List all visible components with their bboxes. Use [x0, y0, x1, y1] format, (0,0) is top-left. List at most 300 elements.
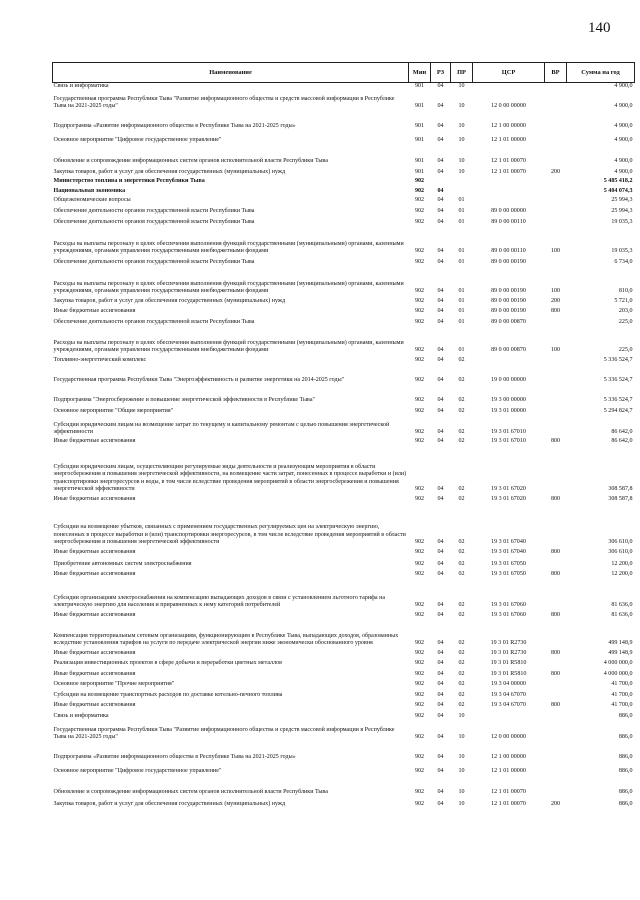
cell-vr [545, 579, 567, 610]
table-row [53, 797, 635, 809]
cell-sum: 4 900,0 [614, 83, 633, 90]
cell-rz: 04 [437, 640, 444, 647]
cell-rz: 04 [437, 801, 444, 808]
cell-csr: 19 3 04 67070 [491, 692, 526, 699]
cell-sum: 6 734,0 [614, 259, 633, 266]
cell-rz: 04 [437, 650, 444, 657]
table-row [53, 437, 635, 446]
cell-vr: 800 [550, 650, 561, 657]
cell-rz: 04 [437, 123, 444, 130]
table-row [53, 416, 635, 437]
cell-min: 902 [414, 713, 425, 720]
cell-min: 902 [414, 702, 425, 709]
cell-pr: 01 [458, 298, 465, 305]
cell-rz: 04 [437, 429, 444, 436]
cell-rz: 04 [437, 734, 444, 741]
cell-pr: 02 [458, 571, 465, 578]
cell-sum: 306 610,0 [608, 539, 633, 546]
cell-sum: 5 294 824,7 [603, 408, 633, 415]
cell-rz: 04 [437, 298, 444, 305]
cell-csr: 19 3 01 67020 [491, 486, 526, 493]
cell-name: Министерство топлива и энергетики Республики Тыва [53, 178, 205, 185]
cell-rz: 04 [437, 288, 444, 295]
cell-sum: 203,0 [618, 308, 633, 315]
cell-sum: 308 587,8 [608, 486, 633, 493]
cell-pr: 02 [458, 397, 465, 404]
cell-min: 902 [414, 561, 425, 568]
cell-sum: 4 900,0 [614, 103, 633, 110]
cell-sum: 886,0 [618, 768, 633, 775]
cell-min: 902 [414, 612, 425, 619]
table-row [53, 327, 635, 355]
cell-name: Закупка товаров, работ и услуг для обеспечения государственных (муниципальных) нужд [53, 298, 286, 305]
cell-min: 902 [414, 197, 425, 204]
cell-rz: 04 [437, 188, 444, 195]
cell-pr: 02 [458, 357, 465, 364]
table-row [53, 610, 635, 620]
cell-sum: 5 721,0 [614, 298, 633, 305]
header-min: Мин [409, 63, 431, 83]
cell-pr: 02 [458, 671, 465, 678]
cell-name: Иные бюджетные ассигнования [53, 612, 136, 619]
cell-name: Иные бюджетные ассигнования [53, 671, 136, 678]
cell-sum: 306 610,0 [608, 549, 633, 556]
table-row [53, 762, 635, 776]
table-row [53, 177, 635, 186]
cell-rz: 04 [437, 397, 444, 404]
cell-vr [545, 177, 567, 186]
cell-pr: 10 [458, 137, 465, 144]
cell-min: 902 [414, 539, 425, 546]
cell-min: 902 [414, 681, 425, 688]
cell-min: 902 [414, 259, 425, 266]
table-row [53, 700, 635, 710]
cell-sum: 4 000 000,0 [603, 671, 633, 678]
cell-vr: 100 [550, 288, 561, 295]
cell-vr [545, 416, 567, 437]
cell-min: 901 [414, 158, 425, 165]
cell-rz: 04 [437, 789, 444, 796]
cell-sum: 5 336 524,7 [603, 357, 633, 364]
table-row [53, 557, 635, 569]
cell-min: 902 [414, 298, 425, 305]
cell-vr [545, 446, 567, 494]
cell-name: Основное мероприятие "Прочие мероприятия" [53, 681, 175, 688]
cell-csr: 19 3 01 R5810 [490, 660, 527, 667]
cell-vr: 100 [550, 347, 561, 354]
table-row [53, 227, 635, 256]
cell-pr: 01 [458, 208, 465, 215]
table-body [53, 83, 635, 809]
cell-name: Иные бюджетные ассигнования [53, 549, 136, 556]
table-row [53, 689, 635, 700]
cell-rz: 04 [437, 357, 444, 364]
cell-sum: 5 336 524,7 [603, 377, 633, 384]
cell-sum: 5 336 524,7 [603, 397, 633, 404]
cell-name: Субсидии юридическим лицам на возмещение затрат по текущему и капитальному ремонтам с целью повышения энергетической эффективности [53, 421, 390, 436]
cell-csr: 12 1 00 00000 [491, 123, 526, 130]
cell-name: Обеспечение деятельности органов государственной власти Республики Тыва [53, 208, 255, 215]
cell-rz: 04 [437, 319, 444, 326]
cell-pr: 10 [458, 123, 465, 130]
cell-vr: 800 [550, 308, 561, 315]
table-row [53, 579, 635, 610]
cell-vr: 800 [550, 612, 561, 619]
cell-vr [545, 355, 567, 365]
cell-name: Подпрограмма «Развитие информационного общества в Республике Тыва на 2021-2025 годы» [53, 123, 296, 130]
cell-pr: 02 [458, 496, 465, 503]
cell-min: 902 [414, 671, 425, 678]
cell-name: Обеспечение деятельности органов государственной власти Республики Тыва [53, 219, 255, 226]
table-row [53, 111, 635, 131]
cell-pr: 02 [458, 438, 465, 445]
cell-vr [545, 762, 567, 776]
budget-table [52, 62, 635, 809]
table-row [53, 196, 635, 205]
cell-name: Иные бюджетные ассигнования [53, 650, 136, 657]
cell-pr: 10 [458, 734, 465, 741]
cell-pr: 10 [458, 789, 465, 796]
cell-sum: 4 900,0 [614, 123, 633, 130]
table-row [53, 658, 635, 668]
cell-pr: 10 [458, 801, 465, 808]
cell-name: Иные бюджетные ассигнования [53, 308, 136, 315]
page-number: 140 [588, 20, 611, 36]
cell-pr: 02 [458, 429, 465, 436]
cell-vr: 800 [550, 702, 561, 709]
cell-csr: 19 3 01 67040 [491, 539, 526, 546]
cell-vr [545, 91, 567, 111]
cell-rz: 04 [437, 83, 444, 90]
table-row [53, 166, 635, 177]
cell-csr: 19 3 00 00000 [491, 397, 526, 404]
cell-pr: 02 [458, 650, 465, 657]
cell-pr [451, 177, 473, 186]
cell-csr: 19 3 01 R2730 [490, 640, 527, 647]
cell-name: Закупка товаров, работ и услуг для обеспечения государственных (муниципальных) нужд [53, 169, 286, 176]
cell-pr: 10 [458, 158, 465, 165]
cell-vr [545, 316, 567, 327]
cell-name: Обновление и сопровождение информационных систем органов исполнительной власти Республики Тыва [53, 789, 328, 796]
cell-csr [473, 186, 545, 196]
cell-pr: 02 [458, 702, 465, 709]
cell-pr: 10 [458, 754, 465, 761]
cell-csr: 12 0 00 00000 [491, 103, 526, 110]
cell-name: Основное мероприятие "Общие мероприятия" [53, 408, 174, 415]
cell-rz: 04 [437, 660, 444, 667]
cell-pr: 01 [458, 248, 465, 255]
cell-rz: 04 [437, 571, 444, 578]
cell-min: 902 [414, 208, 425, 215]
cell-csr: 19 3 01 67060 [491, 612, 526, 619]
cell-pr [451, 186, 473, 196]
cell-sum: 4 000 000,0 [603, 660, 633, 667]
cell-vr [545, 196, 567, 205]
cell-rz: 04 [437, 754, 444, 761]
cell-sum: 25 994,3 [611, 197, 633, 204]
table-row [53, 620, 635, 648]
cell-min: 902 [414, 660, 425, 667]
cell-vr [545, 504, 567, 547]
cell-sum: 225,0 [618, 319, 633, 326]
cell-name: Субсидии юридическим лицам, осуществляющим регулируемые виды деятельности и реализующим мероприятия в области энергосбережения и повышения энергетической эффективности, на возмещение части затрат, понесенных в процессе выработки и (или) транспортировки энергоресурсов и воды, в том числе вследствие проведения мероприятий в области энергосбережения и повышения энергетической эффективности [53, 463, 407, 493]
cell-csr: 12 1 01 00070 [491, 789, 526, 796]
cell-name: Расходы на выплаты персоналу в целях обеспечения выполнения функций государственными (муниципальными) органами, казенными учреждениями, органами управления государственными внебюджетными фондами [53, 339, 404, 354]
cell-rz [431, 177, 451, 186]
cell-pr: 02 [458, 549, 465, 556]
table-row [53, 256, 635, 267]
cell-sum: 41 700,0 [611, 692, 633, 699]
cell-min: 902 [414, 640, 425, 647]
table-row [53, 668, 635, 679]
cell-rz: 04 [437, 496, 444, 503]
cell-min: 901 [414, 103, 425, 110]
cell-name: Национальная экономика [53, 188, 126, 195]
cell-min: 901 [414, 137, 425, 144]
table-row [53, 145, 635, 166]
cell-name: Иные бюджетные ассигнования [53, 702, 136, 709]
cell-csr: 12 1 01 00000 [491, 768, 526, 775]
cell-csr: 19 3 04 67070 [491, 702, 526, 709]
cell-pr: 02 [458, 377, 465, 384]
cell-csr [473, 196, 545, 205]
cell-min: 902 [414, 397, 425, 404]
cell-csr: 19 3 01 00000 [491, 408, 526, 415]
table-row [53, 494, 635, 504]
cell-csr: 89 0 00 00190 [491, 308, 526, 315]
cell-pr: 01 [458, 259, 465, 266]
cell-csr: 89 0 00 00190 [491, 288, 526, 295]
cell-pr: 10 [458, 103, 465, 110]
cell-min: 902 [414, 801, 425, 808]
cell-pr: 01 [458, 347, 465, 354]
table-row [53, 205, 635, 216]
cell-pr: 02 [458, 640, 465, 647]
cell-rz: 04 [437, 248, 444, 255]
cell-name: Компенсация территориальным сетевым организациям, функционирующим в Республике Тыва, выпадающих доходов, образованных вследствие установления тарифов на услуги по передаче электрической энергии ниже экономически обоснованного уровня [53, 632, 399, 647]
cell-vr [545, 557, 567, 569]
cell-name: Основное мероприятие "Цифровое государственное управление" [53, 137, 222, 144]
cell-pr: 01 [458, 197, 465, 204]
cell-name: Расходы на выплаты персоналу в целях обеспечения выполнения функций государственными (муниципальными) органами, казенными учреждениями, органами управления государственными внебюджетными фондами [53, 240, 404, 255]
cell-pr: 10 [458, 713, 465, 720]
cell-min: 902 [414, 308, 425, 315]
cell-name: Связь и информатика [53, 713, 109, 720]
cell-rz: 04 [437, 681, 444, 688]
cell-csr [473, 710, 545, 721]
header-csr: ЦСР [473, 63, 545, 83]
cell-sum: 225,0 [618, 347, 633, 354]
cell-min: 902 [414, 496, 425, 503]
table-row [53, 547, 635, 557]
cell-min: 902 [414, 288, 425, 295]
cell-csr: 19 3 01 R2730 [490, 650, 527, 657]
table-row [53, 306, 635, 316]
cell-name: Иные бюджетные ассигнования [53, 438, 136, 445]
cell-name: Государственная программа Республики Тыва "Развитие информационного общества и средств массовой информации в Республике Тыва на 2021-2025 годы" [53, 726, 395, 741]
cell-vr [545, 776, 567, 797]
cell-pr: 01 [458, 308, 465, 315]
cell-vr [545, 186, 567, 196]
cell-vr [545, 145, 567, 166]
cell-rz: 04 [437, 408, 444, 415]
cell-csr: 12 1 01 00070 [491, 169, 526, 176]
cell-pr: 01 [458, 319, 465, 326]
cell-sum: 810,0 [618, 288, 633, 295]
cell-sum: 81 636,0 [611, 612, 633, 619]
cell-rz: 04 [437, 347, 444, 354]
cell-pr: 02 [458, 486, 465, 493]
table-row [53, 648, 635, 658]
cell-sum: 25 994,3 [611, 208, 633, 215]
cell-min: 902 [414, 734, 425, 741]
cell-vr: 200 [550, 298, 561, 305]
cell-name: Общеэкономические вопросы [53, 197, 131, 204]
cell-pr: 02 [458, 408, 465, 415]
cell-csr: 19 3 01 67020 [491, 496, 526, 503]
cell-vr [545, 742, 567, 762]
table-row [53, 385, 635, 405]
cell-vr [545, 83, 567, 91]
cell-name: Обновление и сопровождение информационных систем органов исполнительной власти Республики Тыва [53, 158, 328, 165]
cell-min: 902 [414, 377, 425, 384]
table-row [53, 721, 635, 742]
cell-sum: 12 200,0 [611, 561, 633, 568]
cell-vr: 800 [550, 496, 561, 503]
cell-csr: 19 3 01 67010 [491, 429, 526, 436]
cell-rz: 04 [437, 259, 444, 266]
cell-sum: 499 148,9 [608, 650, 633, 657]
cell-min: 901 [414, 169, 425, 176]
cell-sum: 886,0 [618, 801, 633, 808]
cell-rz: 04 [437, 103, 444, 110]
header-rz: РЗ [431, 63, 451, 83]
cell-min: 902 [414, 650, 425, 657]
cell-rz: 04 [437, 438, 444, 445]
cell-pr: 02 [458, 561, 465, 568]
cell-vr [545, 721, 567, 742]
cell-min: 902 [414, 692, 425, 699]
cell-min: 902 [414, 347, 425, 354]
cell-vr [545, 365, 567, 385]
cell-vr [545, 205, 567, 216]
cell-min: 901 [414, 123, 425, 130]
cell-vr: 100 [550, 248, 561, 255]
cell-name: Подпрограмма «Развитие информационного общества в Республике Тыва на 2021-2025 годы» [53, 754, 296, 761]
cell-name: Иные бюджетные ассигнования [53, 496, 136, 503]
cell-rz: 04 [437, 158, 444, 165]
cell-csr: 89 0 00 00870 [491, 347, 526, 354]
cell-csr: 12 1 01 00070 [491, 801, 526, 808]
cell-rz: 04 [437, 539, 444, 546]
cell-min: 902 [414, 357, 425, 364]
table-row [53, 446, 635, 494]
table-row [53, 131, 635, 145]
cell-pr: 02 [458, 602, 465, 609]
cell-sum: 886,0 [618, 754, 633, 761]
cell-name: Государственная программа Республики Тыва "Энергоэффективность и развитие энергетики на 2014-2025 годы" [53, 377, 345, 384]
cell-csr: 19 3 01 67040 [491, 549, 526, 556]
table-row [53, 186, 635, 196]
cell-vr [545, 256, 567, 267]
cell-min: 902 [414, 248, 425, 255]
table-row [53, 405, 635, 416]
cell-rz: 04 [437, 561, 444, 568]
cell-min: 902 [414, 219, 425, 226]
cell-csr: 19 3 01 67050 [491, 561, 526, 568]
table-row [53, 504, 635, 547]
cell-csr: 19 3 01 67060 [491, 602, 526, 609]
cell-sum: 81 636,0 [611, 602, 633, 609]
cell-pr: 02 [458, 660, 465, 667]
cell-rz: 04 [437, 702, 444, 709]
table-row [53, 216, 635, 227]
cell-sum: 886,0 [618, 734, 633, 741]
cell-csr [473, 177, 545, 186]
table-row [53, 355, 635, 365]
cell-name: Реализация инвестиционных проектов в сфере добычи и переработки цветных металлов [53, 660, 282, 667]
cell-sum: 19 035,3 [611, 248, 633, 255]
cell-name: Связь и информатика [53, 83, 109, 90]
table-row [53, 267, 635, 296]
cell-min: 902 [414, 178, 425, 185]
cell-min: 902 [414, 408, 425, 415]
cell-csr: 19 3 04 00000 [491, 681, 526, 688]
cell-vr: 800 [550, 549, 561, 556]
cell-pr: 01 [458, 219, 465, 226]
table-row [53, 679, 635, 689]
cell-name: Топливно-энергетический комплекс [53, 357, 147, 364]
table-row [53, 365, 635, 385]
cell-pr: 10 [458, 169, 465, 176]
cell-min: 902 [414, 438, 425, 445]
cell-csr: 89 0 00 00000 [491, 208, 526, 215]
cell-sum: 886,0 [618, 789, 633, 796]
cell-min: 902 [414, 602, 425, 609]
cell-rz: 04 [437, 486, 444, 493]
cell-csr: 89 0 00 00190 [491, 259, 526, 266]
cell-pr: 01 [458, 288, 465, 295]
cell-vr [545, 385, 567, 405]
cell-rz: 04 [437, 768, 444, 775]
table-row [53, 316, 635, 327]
cell-name: Закупка товаров, работ и услуг для обеспечения государственных (муниципальных) нужд [53, 801, 286, 808]
cell-rz: 04 [437, 692, 444, 699]
cell-min: 902 [414, 768, 425, 775]
cell-rz: 04 [437, 219, 444, 226]
cell-name: Приобретение автономных систем электроснабжения [53, 561, 192, 568]
cell-vr: 800 [550, 671, 561, 678]
cell-name: Обеспечение деятельности органов государственной власти Республики Тыва [53, 259, 255, 266]
cell-vr: 800 [550, 438, 561, 445]
cell-csr: 12 1 01 00000 [491, 137, 526, 144]
cell-csr: 19 0 00 00000 [491, 377, 526, 384]
cell-name: Иные бюджетные ассигнования [53, 571, 136, 578]
table-row [53, 91, 635, 111]
cell-sum: 499 148,9 [608, 640, 633, 647]
table-row [53, 296, 635, 306]
cell-csr: 12 0 00 00000 [491, 734, 526, 741]
cell-min: 902 [414, 188, 425, 195]
cell-name: Субсидии на возмещение транспортных расходов по доставке котельно-печного топлива [53, 692, 283, 699]
table-row [53, 83, 635, 91]
header-name: Наименование [53, 63, 409, 83]
cell-vr: 800 [550, 571, 561, 578]
cell-pr: 02 [458, 681, 465, 688]
cell-csr: 12 1 01 00070 [491, 158, 526, 165]
cell-vr [545, 689, 567, 700]
cell-sum: 4 900,0 [614, 158, 633, 165]
